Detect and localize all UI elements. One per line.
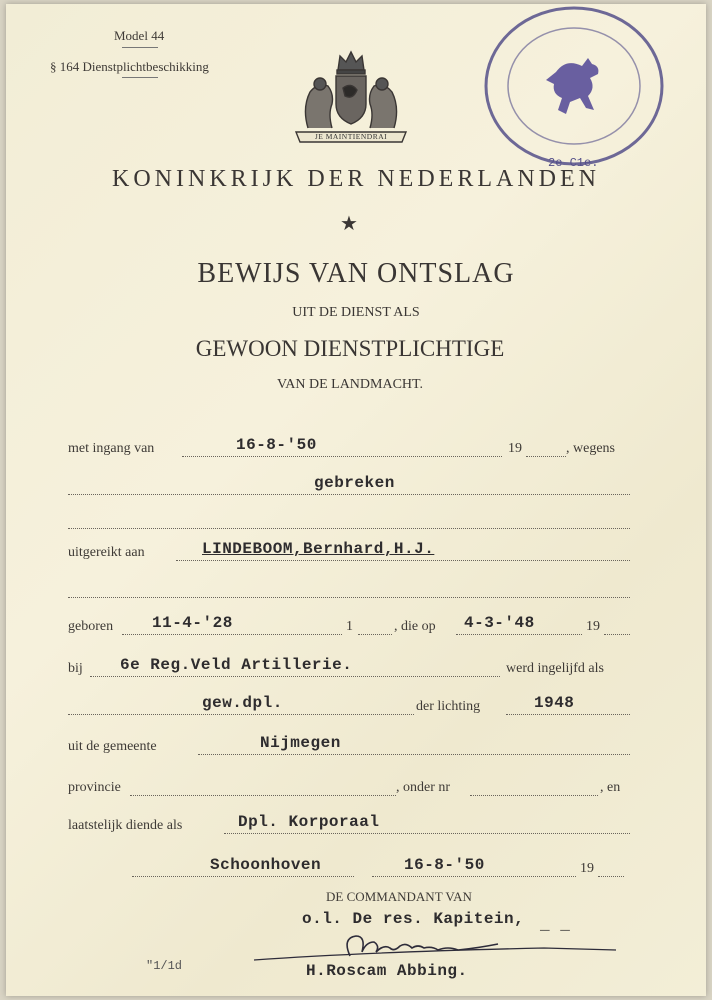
dotted-line xyxy=(68,597,630,598)
dotted-line xyxy=(130,795,396,796)
value-gemeente: Nijmegen xyxy=(260,734,341,752)
label-lichting: der lichting xyxy=(416,699,481,714)
form-code: "1/1d xyxy=(146,959,183,973)
label-gemeente: uit de gemeente xyxy=(68,739,157,754)
label-1: 1 xyxy=(346,619,353,634)
dotted-line xyxy=(132,876,354,877)
label-provincie: provincie xyxy=(68,780,121,795)
label-dieop: , die op xyxy=(394,619,436,634)
dotted-line xyxy=(358,634,392,635)
dotted-line xyxy=(176,560,630,561)
motto-banner: JE MAINTIENDRAI xyxy=(314,132,388,141)
dotted-line xyxy=(122,634,342,635)
label-19: 19 xyxy=(586,619,600,634)
divider xyxy=(122,47,158,48)
divider xyxy=(122,77,158,78)
dotted-line xyxy=(90,676,500,677)
document-title: BEWIJS VAN ONTSLAG xyxy=(197,258,515,289)
signer-rank-dash: _ _ xyxy=(540,916,571,934)
label-laatstelijk: laatstelijk diende als xyxy=(68,818,183,833)
dotted-line xyxy=(182,456,502,457)
title-subline-1: UIT DE DIENST ALS xyxy=(292,305,420,320)
label-ingang: met ingang van xyxy=(68,441,155,456)
kingdom-title: KONINKRIJK DER NEDERLANDEN xyxy=(112,166,600,192)
value-plaats: Schoonhoven xyxy=(210,856,322,874)
value-dieop: 4-3-'48 xyxy=(464,614,535,632)
title-subline-2: VAN DE LANDMACHT. xyxy=(276,377,424,392)
dotted-line xyxy=(372,876,576,877)
official-stamp xyxy=(474,6,670,174)
coat-of-arms-icon xyxy=(288,48,414,146)
commandant-label: DE COMMANDANT VAN xyxy=(326,889,472,904)
section-reference: § 164 Dienstplichtbeschikking xyxy=(50,59,209,74)
dotted-line xyxy=(506,714,630,715)
label-19: 19 xyxy=(508,441,522,456)
dotted-line xyxy=(68,714,414,715)
label-ondernr: , onder nr xyxy=(396,780,451,795)
value-bij: 6e Reg.Veld Artillerie. xyxy=(120,656,353,674)
dotted-line xyxy=(68,528,630,529)
label-geboren: geboren xyxy=(68,619,114,634)
dotted-line xyxy=(68,494,630,495)
label-ingelijfd: werd ingelijfd als xyxy=(506,661,604,676)
value-uitgereikt: LINDEBOOM,Bernhard,H.J. xyxy=(202,540,435,558)
label-wegens: , wegens xyxy=(566,441,615,456)
label-en: , en xyxy=(600,780,621,795)
stamp-bottom-text: 2e C1e. xyxy=(548,156,599,170)
dotted-line xyxy=(198,754,630,755)
dotted-line xyxy=(526,456,566,457)
value-datum: 16-8-'50 xyxy=(404,856,485,874)
dotted-line xyxy=(470,795,598,796)
label-19: 19 xyxy=(580,861,594,876)
label-bij: bij xyxy=(68,661,83,676)
value-geboren: 11-4-'28 xyxy=(152,614,233,632)
star-icon: ★ xyxy=(340,213,358,235)
document-paper xyxy=(6,4,706,996)
value-als: gew.dpl. xyxy=(202,694,283,712)
value-laatstelijk: Dpl. Korporaal xyxy=(238,813,380,831)
signer-name: H.Roscam Abbing. xyxy=(306,962,468,980)
value-lichting: 1948 xyxy=(534,694,575,712)
dotted-line xyxy=(604,634,630,635)
signer-rank: o.l. De res. Kapitein, xyxy=(302,910,525,928)
model-number: Model 44 xyxy=(114,28,165,43)
value-wegens: gebreken xyxy=(314,474,395,492)
handwritten-signature xyxy=(244,926,624,966)
label-uitgereikt: uitgereikt aan xyxy=(68,545,145,560)
value-ingang: 16-8-'50 xyxy=(236,436,317,454)
dotted-line xyxy=(456,634,582,635)
dotted-line xyxy=(598,876,624,877)
dotted-line xyxy=(224,833,630,834)
title-line-2: GEWOON DIENSTPLICHTIGE xyxy=(195,336,505,361)
